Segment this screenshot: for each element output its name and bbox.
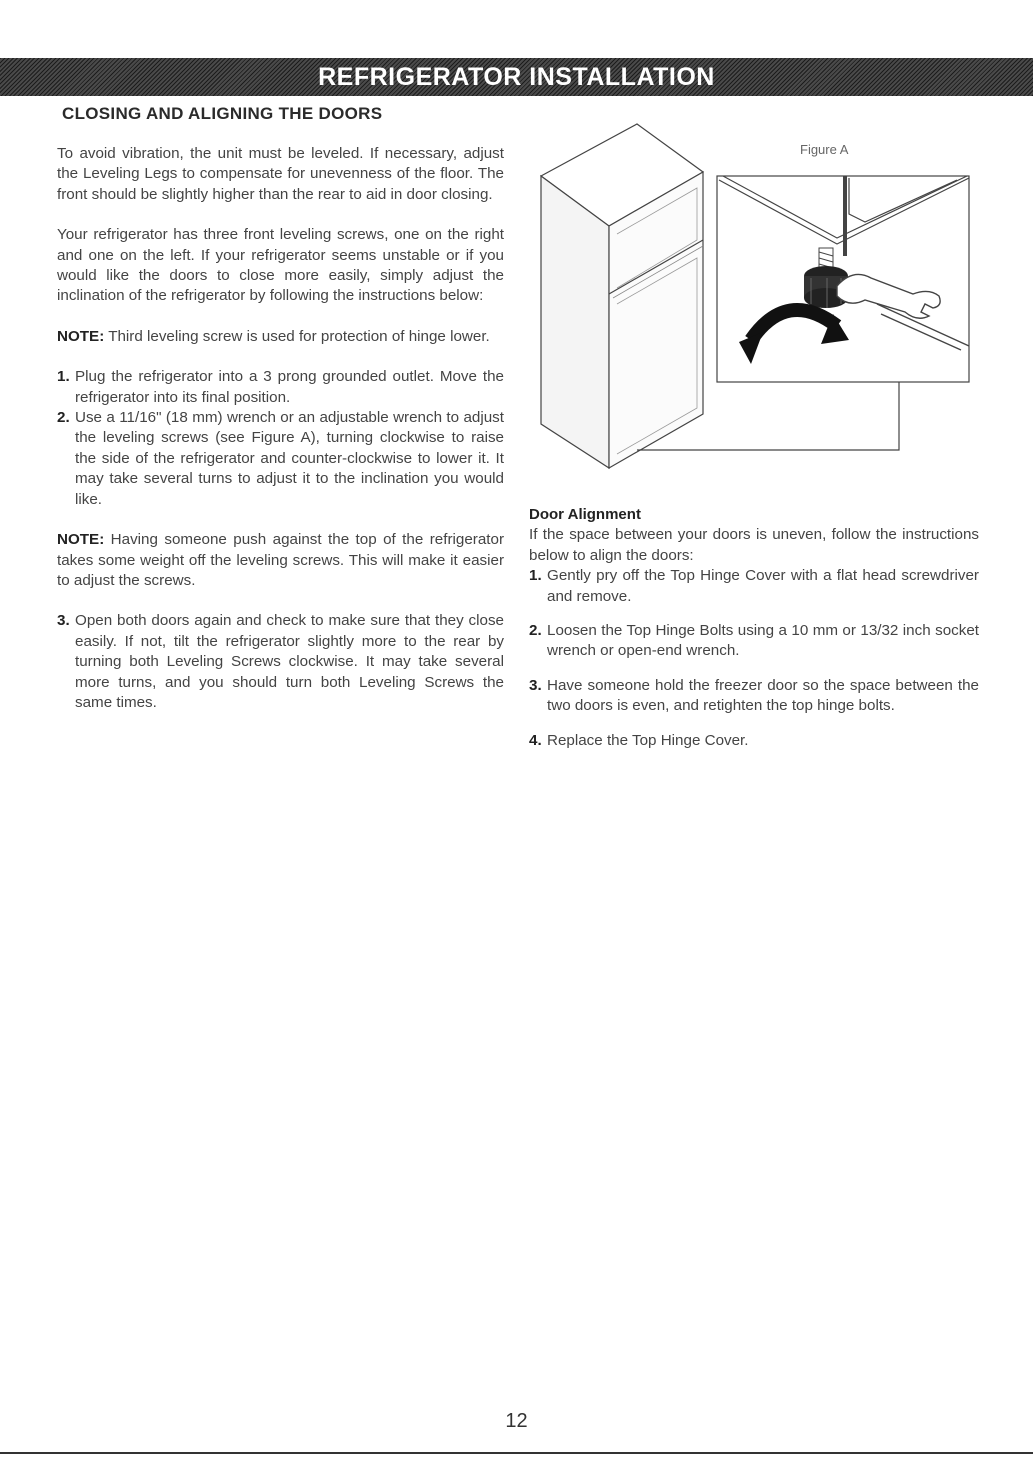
step-text: Replace the Top Hinge Cover. <box>547 731 749 749</box>
step-number: 1. <box>529 567 542 585</box>
step-text: Loosen the Top Hinge Bolts using a 10 mm or 13/32 inch socket wrench or open-end wrench. <box>547 622 979 660</box>
page-header-title: REFRIGERATOR INSTALLATION <box>318 63 715 91</box>
step-text: Gently pry off the Top Hinge Cover with a flat head screwdriver and remove. <box>547 567 979 605</box>
note-text: Third leveling screw is used for protection of hinge lower. <box>104 327 490 345</box>
leveling-paragraph: Your refrigerator has three front leveling screws, one on the right and one on the left. If your refrigerator seems unstable or if you would like the doors to close more easily, simply adjust the inclination of the refrigerator by following the instructions below: <box>57 226 504 305</box>
step-number: 3. <box>57 612 70 630</box>
step-number: 2. <box>57 409 70 427</box>
door-alignment-intro: If the space between your doors is uneven, follow the instructions below to align the doors: <box>529 526 979 564</box>
header-banner <box>0 58 1033 96</box>
step-text: Use a 11/16" (18 mm) wrench or an adjustable wrench to adjust the leveling screws (see Figure A), turning clockwise to raise the side of the refrigerator and counter-clockwise to lower it. It may take several turns to adjust it to the inclination you would like. <box>75 409 504 508</box>
figure-a <box>537 118 977 474</box>
step-item <box>57 408 504 510</box>
step-number: 1. <box>57 368 70 386</box>
note-label: NOTE: <box>57 327 105 345</box>
bottom-divider <box>0 1452 1033 1454</box>
step-item <box>529 731 979 751</box>
right-column <box>529 505 979 751</box>
note-text: Having someone push against the top of the refrigerator takes some weight off the leveling screws. This will make it easier to adjust the screws. <box>57 531 504 589</box>
step-item <box>529 621 979 662</box>
refrigerator-leveling-illustration <box>537 118 977 474</box>
note-third-screw <box>57 327 504 347</box>
intro-paragraph: To avoid vibration, the unit must be leveled. If necessary, adjust the Leveling Legs to compensate for unevenness of the floor. The front should be slightly higher than the rear to aid in door closing. <box>57 145 504 203</box>
note-label: NOTE: <box>57 531 105 549</box>
step-text: Plug the refrigerator into a 3 prong grounded outlet. Move the refrigerator into its final position. <box>75 368 504 406</box>
step-text: Have someone hold the freezer door so the space between the two doors is even, and retighten the top hinge bolts. <box>547 676 979 715</box>
step-number: 3. <box>529 676 542 694</box>
step-item <box>529 566 979 607</box>
figure-label: Figure A <box>800 142 849 157</box>
note-push-top <box>57 530 504 591</box>
step-number: 4. <box>529 731 542 749</box>
section-title: CLOSING AND ALIGNING THE DOORS <box>62 104 383 123</box>
step-text: Open both doors again and check to make sure that they close easily. If not, tilt the refrigerator slightly more to the rear by turning both Leveling Screws clockwise. It may take several more turns, and you should turn both Leveling Screws the same times. <box>75 612 504 711</box>
door-alignment-title: Door Alignment <box>529 506 641 523</box>
step-item <box>57 611 504 713</box>
step-item <box>57 367 504 408</box>
step-item <box>529 676 979 717</box>
step-number: 2. <box>529 622 542 640</box>
page-number: 12 <box>505 1410 528 1432</box>
left-column <box>57 144 504 713</box>
